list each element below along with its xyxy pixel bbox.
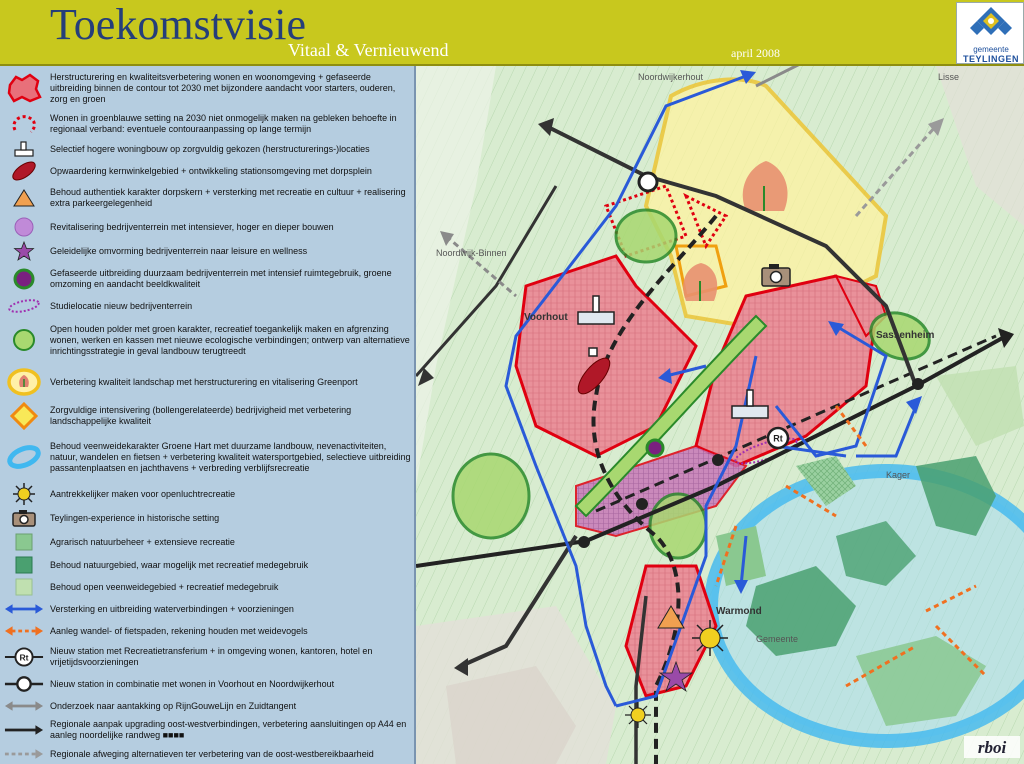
- teylingen-crest-icon: [957, 3, 1024, 45]
- legend-item: [0, 138, 416, 160]
- black-arrow-icon: [4, 723, 44, 737]
- legend-item: [0, 66, 416, 110]
- legend-text: Aanleg wandel- of fietspaden, rekening houden met weidevogels: [50, 625, 308, 636]
- purple-circle-icon: [13, 216, 35, 238]
- rboi-logo-text: rboi: [977, 738, 1007, 757]
- legend-item: [0, 214, 416, 240]
- legend-item: [0, 316, 416, 364]
- red-blob-icon: [6, 73, 42, 103]
- legend-text: Open houden polder met groen karakter, recreatief toegankelijk maken en afgrenzing wonen, werken en kassen met nieuwe ecologische verbindingen; ontwerp van alternatieve inrichtingsstrategie in geval landbouw terugtreedt: [50, 323, 410, 356]
- legend-text: Selectief hogere woningbouw op zorgvuldig gekozen (herstructurerings-)locaties: [50, 143, 370, 154]
- pale-green-square-icon: [15, 578, 33, 596]
- blue-ring-icon: [5, 444, 43, 470]
- logo-text-teylingen: TEYLINGEN: [962, 54, 1019, 64]
- green-ring-purple-dot-icon: [13, 268, 35, 290]
- label-gemeente: Gemeente: [756, 634, 799, 644]
- new-station-noordwijkerhout: [639, 173, 657, 191]
- small-station-marker: [589, 348, 597, 356]
- rboi-logo: [964, 736, 1020, 758]
- legend-text: Behoud authentiek karakter dorpskern + versterking met recreatie en cultuur + realisering extra parkeergelegenheid: [50, 187, 406, 208]
- orange-dashed-arrow-icon: [4, 624, 44, 638]
- legend-text: Nieuw station met Recreatietransferium + in omgeving wonen, kantoren, hotel en vrijetijdsvoorzieningen: [50, 646, 373, 667]
- legend-item: [0, 262, 416, 296]
- label-warmond: Warmond: [716, 606, 762, 617]
- legend-text: Agrarisch natuurbeheer + extensieve recreatie: [50, 536, 235, 547]
- sustainable-business-icon: [647, 440, 663, 456]
- yellow-diamond-icon: [10, 402, 38, 430]
- rt-glyph: Rt: [19, 652, 29, 663]
- blue-arrow-icon: [4, 602, 44, 616]
- legend-item: [0, 554, 416, 576]
- legend-text: Herstructurering en kwaliteitsverbetering wonen en woonomgeving + gefaseerde uitbreiding binnen de contour tot 2030 met bijzondere aandacht voor starters, ouderen, zorg en groen: [50, 71, 396, 104]
- legend-text: Onderzoek naar aantakking op RijnGouweLijn en Zuidtangent: [50, 700, 297, 711]
- page-subtitle: Vitaal & Vernieuwend: [288, 40, 449, 60]
- green-circle-icon: [11, 327, 37, 353]
- camera-map-icon: [762, 264, 790, 286]
- legend-item: [0, 296, 416, 316]
- legend-item: [0, 160, 416, 182]
- legend-item: [0, 482, 416, 506]
- label-lisse: Lisse: [938, 72, 960, 82]
- legend-text: Regionale afweging alternatieven ter verbetering van de oost-westbereikbaarheid: [50, 748, 374, 759]
- header-bar: [0, 0, 1024, 66]
- legend-text: Nieuw station in combinatie met wonen in Voorhout en Noordwijkerhout: [50, 678, 335, 689]
- label-noordwijkerhout: Noordwijkerhout: [638, 72, 704, 82]
- legend-text: Wonen in groenblauwe setting na 2030 niet onmogelijk maken na gebleken behoefte in regionaal verband: eventuele contouraanpassing op lange termijn: [50, 113, 397, 134]
- legend-item: [0, 240, 416, 262]
- teylingen-logo: [956, 2, 1024, 64]
- legend-item: [0, 642, 416, 672]
- polder-green-circle: [616, 210, 676, 262]
- green-square-icon: [15, 556, 33, 574]
- legend-text: Versterking en uitbreiding waterverbindingen + voorzieningen: [50, 603, 294, 614]
- legend-item: [0, 400, 416, 432]
- purple-star-icon: [13, 240, 35, 262]
- legend-item: [0, 696, 416, 716]
- grey-arrow-icon: [4, 699, 44, 713]
- page-title: Toekomstvisie: [50, 0, 307, 49]
- map-canvas[interactable]: [416, 66, 1024, 764]
- legend-item: [0, 744, 416, 764]
- legend-text: Behoud open veenweidegebied + recreatief medegebruik: [50, 581, 279, 592]
- legend-item: [0, 110, 416, 138]
- legend-text: Zorgvuldige intensivering (bollengerelateerde) bedrijvigheid met verbetering landschappelijke kwaliteit: [50, 405, 352, 426]
- legend-item: [0, 716, 416, 744]
- legend-text: Verbetering kwaliteit landschap met herstructurering en vitalisering Greenport: [50, 376, 358, 387]
- structure-vision-map[interactable]: [416, 66, 1024, 764]
- road-junction: [912, 378, 924, 390]
- legend-text: Studielocatie nieuw bedrijventerrein: [50, 300, 193, 311]
- legend-item: [0, 432, 416, 482]
- flats-icon: [12, 139, 36, 159]
- legend-item: [0, 182, 416, 214]
- label-voorhout: Voorhout: [524, 312, 568, 323]
- legend-text: Behoud veenweidekarakter Groene Hart met duurzame landbouw, nevenactiviteiten, natuur, wandelen en fietsen + verbetering kwaliteit watersportgebied, selectieve uitbreiding passantenplaatsen en jachthavens + verbreding verblijfsrecreatie: [50, 440, 411, 473]
- legend-item: [0, 364, 416, 400]
- rt-station-icon: [4, 645, 44, 669]
- sun-map-icon: [692, 620, 728, 656]
- legend-text: Revitalisering bedrijventerrein met intensiever, hoger en dieper bouwen: [50, 221, 334, 232]
- road-junction: [636, 498, 648, 510]
- grey-dashed-arrow-icon: [4, 747, 44, 761]
- label-sassenheim: Sassenheim: [876, 330, 935, 341]
- orange-triangle-icon: [12, 187, 36, 209]
- legend-item: [0, 530, 416, 554]
- purple-dotted-ellipse-icon: [6, 297, 42, 315]
- logo-text-gemeente: gemeente: [973, 45, 1009, 54]
- sun-icon: [12, 482, 36, 506]
- legend-item: [0, 598, 416, 620]
- legend-item: [0, 620, 416, 642]
- camera-icon: [11, 508, 37, 528]
- dotted-red-ring-icon: [9, 112, 39, 136]
- legend-text: Geleidelijke omvorming bedrijventerrein naar leisure en wellness: [50, 245, 308, 256]
- polder-green-circle: [453, 454, 529, 538]
- greenport-ring-icon: [6, 367, 42, 397]
- legend-item: [0, 576, 416, 598]
- label-noordwijk: Noordwijk-Binnen: [436, 248, 507, 258]
- legend-text: Regionale aanpak upgrading oost-westverbindingen, verbetering aansluitingen op A44 en aanleg noordelijke randweg ■■■■: [50, 719, 407, 740]
- legend-text: Teylingen-experience in historische setting: [50, 512, 220, 523]
- page-date: april 2008: [731, 46, 780, 60]
- red-ellipse-icon: [9, 160, 39, 182]
- rt-station-label: Rt: [773, 433, 783, 444]
- legend-text: Behoud natuurgebied, waar mogelijk met recreatief medegebruik: [50, 559, 309, 570]
- legend-text: Aantrekkelijker maken voor openluchtrecreatie: [50, 488, 236, 499]
- label-kager: Kager: [886, 470, 911, 480]
- legend-panel: [0, 66, 416, 764]
- legend-text: Opwaardering kernwinkelgebied + ontwikkeling stationsomgeving met dorpsplein: [50, 165, 372, 176]
- road-junction: [712, 454, 724, 466]
- station-icon: [4, 674, 44, 694]
- legend-item: [0, 506, 416, 530]
- legend-item: [0, 672, 416, 696]
- legend-text: Gefaseerde uitbreiding duurzaam bedrijventerrein met intensief ruimtegebruik, groene omzoming en aandacht beeldkwaliteit: [50, 268, 392, 289]
- light-green-square-icon: [15, 533, 33, 551]
- road-junction: [578, 536, 590, 548]
